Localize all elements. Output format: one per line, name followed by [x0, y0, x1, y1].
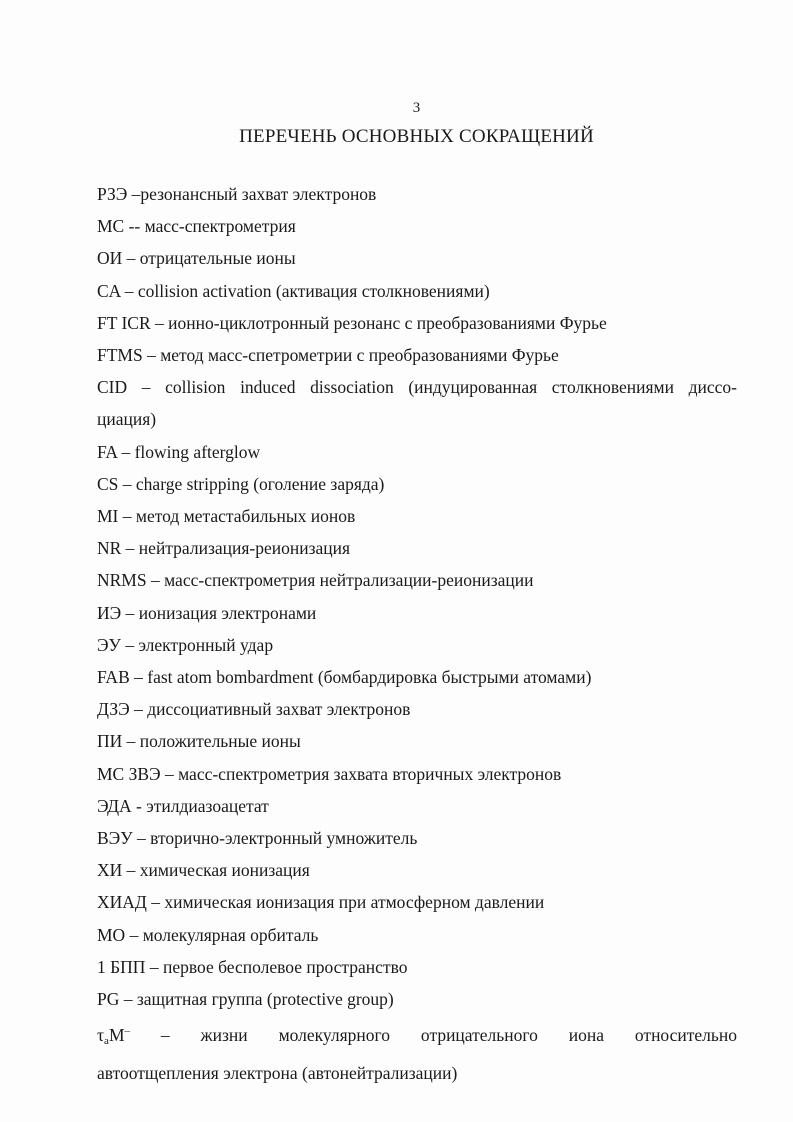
abbreviation-item: 1 БПП – первое бесполевое пространство [97, 956, 408, 977]
cid-line-1: CID – collision induced dissociation (индуцированная столкновениями диссо- [97, 377, 737, 398]
abbreviation-item: MI – метод метастабильных ионов [97, 506, 356, 527]
lifetime-line-2: автоотщепления электрона (автонейтрализации) [97, 1063, 458, 1084]
abbreviation-item: CA – collision activation (активация столкновениями) [97, 280, 490, 301]
abbreviation-item: FTMS – метод масс-спетрометрии с преобразованиями Фурье [97, 345, 559, 366]
abbreviation-list [97, 178, 737, 1090]
symbol-superscript: – [124, 1025, 130, 1038]
abbreviation-item: МС ЗВЭ – масс-спектрометрия захвата вторичных электронов [97, 763, 562, 784]
abbreviation-item: ОИ – отрицательные ионы [97, 248, 296, 269]
abbreviation-item: ЭУ – электронный удар [97, 634, 274, 655]
abbreviation-item: ХИ – химическая ионизация [97, 860, 310, 881]
cid-line-2: циация) [97, 409, 157, 430]
page-title: ПЕРЕЧЕНЬ ОСНОВНЫХ СОКРАЩЕНИЙ [239, 126, 594, 147]
abbreviation-item: NRMS – масс-спектрометрия нейтрализации-реионизации [97, 570, 534, 591]
lifetime-line-1 [97, 1015, 737, 1057]
abbreviation-item-cid [97, 371, 737, 435]
abbreviation-item: FAB – fast atom bombardment (бомбардировка быстрыми атомами) [97, 667, 592, 688]
abbreviation-item: МС -- масс-спектрометрия [97, 216, 296, 237]
abbreviation-item: CS – charge stripping (оголение заряда) [97, 473, 385, 494]
abbreviation-item-lifetime [97, 1015, 737, 1089]
abbreviation-item: NR – нейтрализация-реионизация [97, 538, 351, 559]
page-number: 3 [412, 100, 421, 116]
abbreviation-item: PG – защитная группа (protective group) [97, 989, 394, 1010]
abbreviation-item: МО – молекулярная орбиталь [97, 924, 319, 945]
symbol-subscript: a [104, 1035, 109, 1048]
abbreviation-item: ИЭ – ионизация электронами [97, 602, 317, 623]
abbreviation-item: ВЭУ – вторично-электронный умножитель [97, 828, 418, 849]
abbreviation-item: РЗЭ –резонансный захват электронов [97, 184, 377, 204]
abbreviation-item: FA – flowing afterglow [97, 441, 261, 462]
lifetime-symbol [97, 1025, 130, 1048]
lifetime-line-1-text: – жизни молекулярного отрицательного иона относительно [160, 1025, 737, 1046]
symbol-m: M [108, 1025, 125, 1046]
abbreviation-item: ЭДА - этилдиазоацетат [97, 795, 269, 816]
symbol-tau: τ [97, 1025, 105, 1046]
abbreviation-item: ХИАД – химическая ионизация при атмосферном давлении [97, 892, 545, 913]
abbreviation-item: ПИ – положительные ионы [97, 731, 301, 752]
abbreviation-item: ДЗЭ – диссоциативный захват электронов [97, 699, 411, 720]
abbreviation-item: FT ICR – ионно-циклотронный резонанс с преобразованиями Фурье [97, 312, 607, 333]
